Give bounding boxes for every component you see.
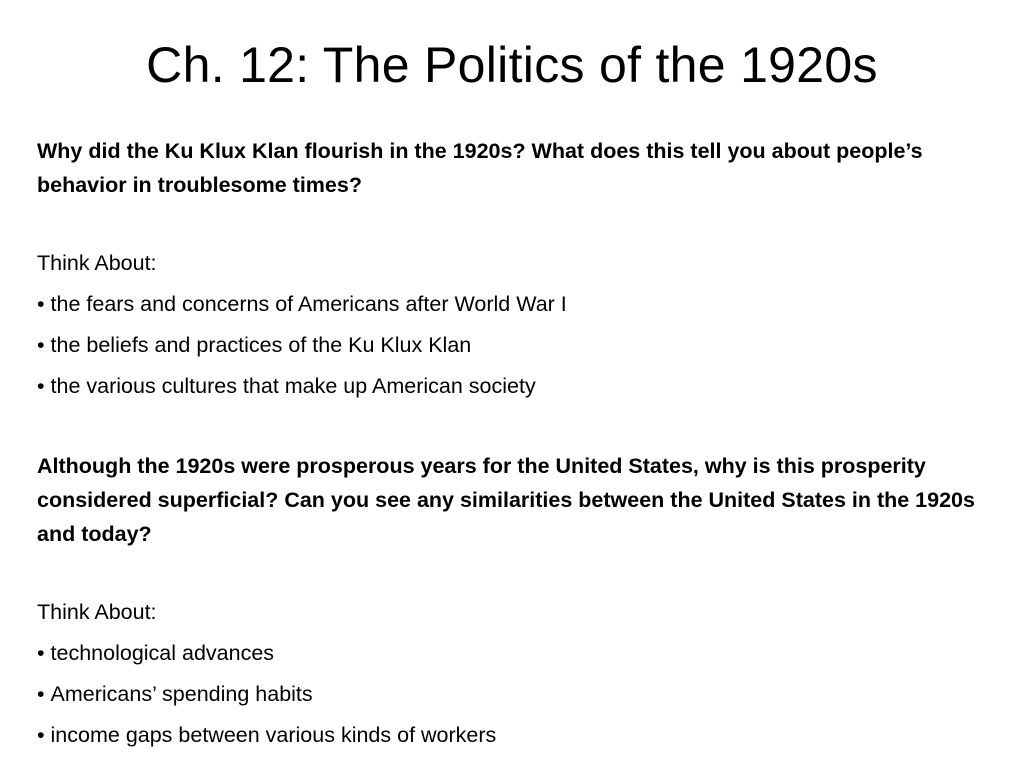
question-prosperity: Although the 1920s were prosperous years for the United States, why is this prosperity considered superficial? Can you see any similarities between the United States in the 1920s and today? [37, 454, 975, 546]
think-about-heading: Think About: [37, 251, 157, 275]
section-kkk [37, 134, 977, 403]
list-item: • the fears and concerns of Americans after World War I [37, 287, 977, 321]
bullet-icon: • [37, 333, 45, 357]
bullet-icon: • [37, 723, 45, 747]
list-item: • the various cultures that make up American society [37, 369, 977, 403]
slide-body [37, 134, 977, 752]
think-about-list [37, 287, 977, 403]
think-about-list [37, 636, 977, 752]
bullet-icon: • [37, 292, 45, 316]
slide-title: Ch. 12: The Politics of the 1920s [146, 37, 878, 93]
list-item: • Americans’ spending habits [37, 677, 977, 711]
list-item: • income gaps between various kinds of workers [37, 718, 977, 752]
section-prosperity [37, 449, 977, 752]
think-about-heading: Think About: [37, 600, 157, 624]
bullet-icon: • [37, 682, 45, 706]
bullet-icon: • [37, 374, 45, 398]
list-item: • technological advances [37, 636, 977, 670]
question-kkk: Why did the Ku Klux Klan flourish in the 1920s? What does this tell you about people’s behavior in troublesome times? [37, 139, 923, 197]
list-item: • the beliefs and practices of the Ku Klux Klan [37, 328, 977, 362]
bullet-icon: • [37, 641, 45, 665]
